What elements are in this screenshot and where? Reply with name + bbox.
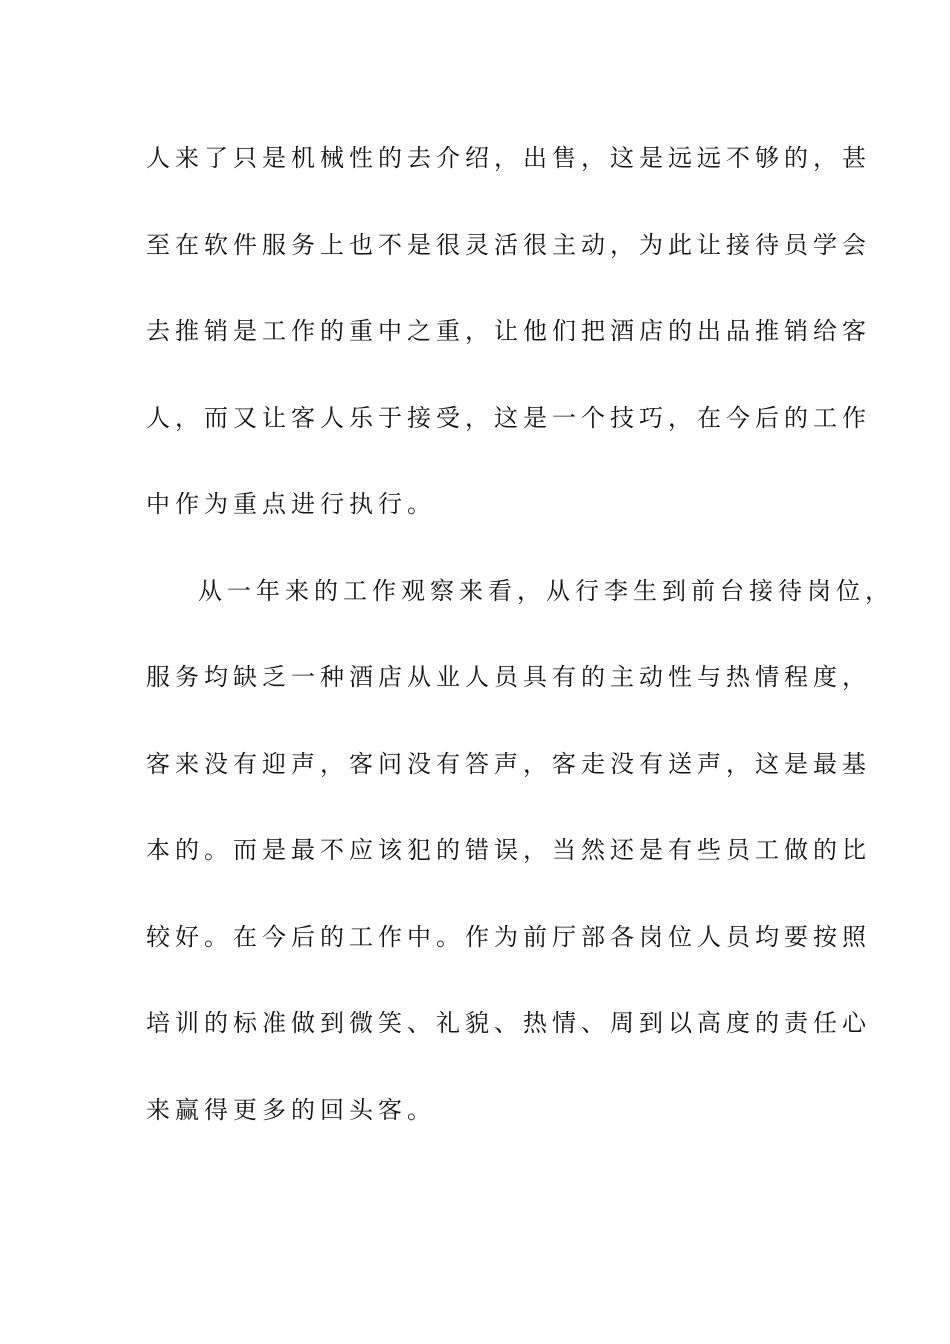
- text-line-7: 服务均缺乏一种酒店从业人员具有的主动性与热情程度，: [146, 663, 871, 691]
- text-line-11: 培训的标准做到微笑、礼貌、热情、周到以高度的责任心: [146, 1009, 871, 1037]
- text-line-8: 客来没有迎声，客问没有答声，客走没有送声，这是最基: [146, 749, 871, 778]
- text-line-9: 本的。而是最不应该犯的错误，当然还是有些员工做的比: [146, 836, 871, 864]
- body-text: [146, 136, 894, 1174]
- text-line-10: 较好。在今后的工作中。作为前厅部各岗位人员均要按照: [146, 922, 871, 951]
- text-line-6: 从一年来的工作观察来看，从行李生到前台接待岗位，: [198, 576, 894, 605]
- text-line-5: 中作为重点进行执行。: [146, 490, 436, 518]
- text-line-12: 来赢得更多的回头客。: [146, 1095, 436, 1124]
- text-line-2: 至在软件服务上也不是很灵活很主动，为此让接待员学会: [146, 230, 871, 259]
- text-line-4: 人，而又让客人乐于接受，这是一个技巧，在今后的工作: [146, 403, 871, 432]
- text-line-1: 人来了只是机械性的去介绍，出售，这是远远不够的，甚: [146, 144, 871, 172]
- text-line-3: 去推销是工作的重中之重，让他们把酒店的出品推销给客: [146, 317, 871, 345]
